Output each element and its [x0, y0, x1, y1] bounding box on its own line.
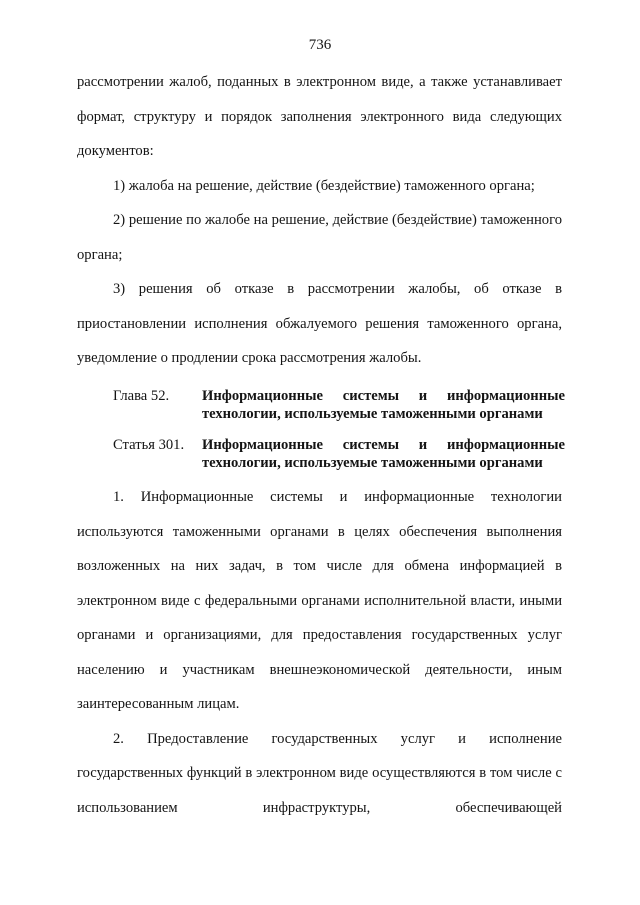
article-title: Информационные системы и информационные технологии, используемые таможенными органами — [202, 437, 565, 471]
chapter-label: Глава 52. — [113, 388, 170, 404]
list-item-2: 2) решение по жалобе на решение, действие (бездействие) таможенного органа; — [77, 212, 562, 263]
list-item-1: 1) жалоба на решение, действие (бездействие) таможенного органа; — [113, 177, 535, 194]
page-number: 736 — [308, 37, 332, 53]
paragraph-continuation: рассмотрении жалоб, поданных в электронном виде, а также устанавливает формат, структуру и порядок заполнения электронного вида следующих документов: — [77, 74, 562, 159]
chapter-title: Информационные системы и информационные технологии, используемые таможенными органами — [202, 388, 565, 422]
list-item-3: 3) решения об отказе в рассмотрении жалобы, об отказе в приостановлении исполнения обжалуемого решения таможенного органа, уведомление о продлении срока рассмотрения жалобы. — [77, 281, 562, 366]
text-block-bottom — [77, 480, 562, 825]
text-block-top — [77, 65, 562, 376]
paragraph-2: 2. Предоставление государственных услуг и исполнение государственных функций в электронном виде осуществляются в том числе с использованием инфраструктуры, обеспечивающей — [77, 730, 562, 816]
paragraph-1: 1. Информационные системы и информационные технологии используются таможенными органами в целях обеспечения выполнения возложенных на них задач, в том числе для обмена информацией в электронном виде с федеральными органами исполнительной власти, иными органами и организациями, для предоставления государственных услуг населению и участникам внешнеэкономической деятельности, иным заинтересованным лицам. — [77, 489, 562, 712]
article-heading — [113, 436, 565, 472]
article-label: Статья 301. — [113, 437, 185, 453]
chapter-heading — [113, 387, 565, 423]
